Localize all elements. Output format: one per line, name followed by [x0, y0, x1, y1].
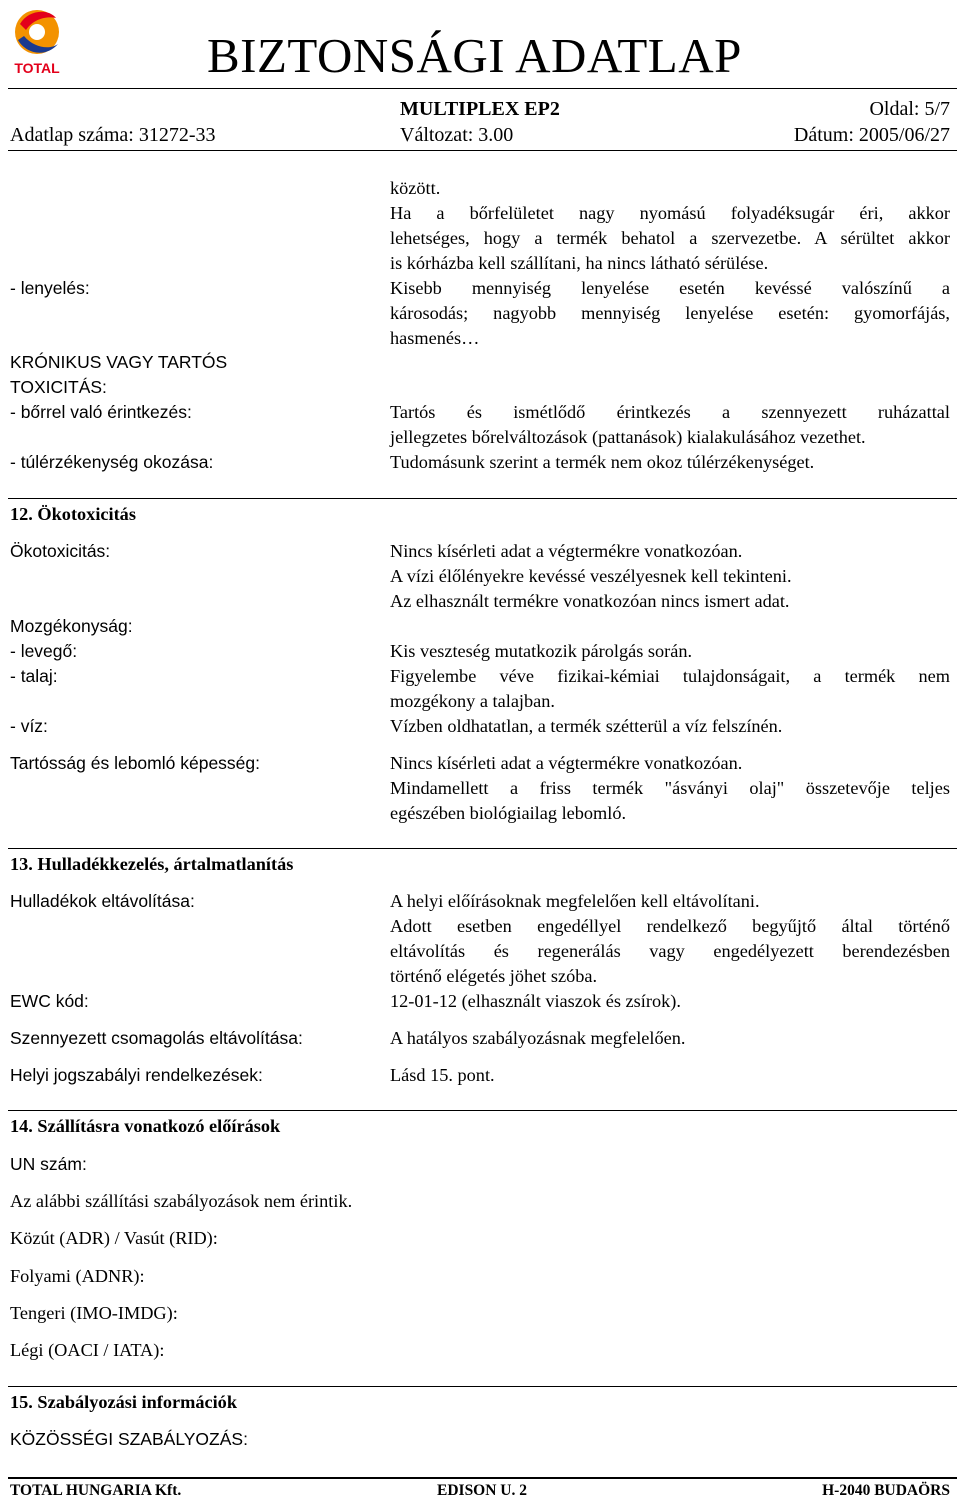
- air-transport-label: Légi (OACI / IATA):: [10, 1340, 165, 1360]
- air-label: - levegő:: [10, 641, 78, 661]
- transport-note: Az alábbi szállítási szabályozások nem érintik.: [10, 1191, 353, 1211]
- ewc-text: 12-01-12 (elhasznált viaszok és zsírok).: [390, 991, 681, 1011]
- section-15-divider: [8, 1386, 957, 1387]
- persistence-label: Tartósság és lebomló képesség:: [10, 753, 260, 773]
- chronic-label-2: TOXICITÁS:: [10, 377, 107, 397]
- section-13-title: 13. Hulladékkezelés, ártalmatlanítás: [10, 854, 294, 874]
- persistence-text: Nincs kísérleti adat a végtermékre vonatkozóan. Mindamellett a friss termék "ásványi olaj" összetevője teljes egészében biológiailag lebomló.: [390, 753, 950, 823]
- section-14-divider: [8, 1110, 957, 1111]
- water-label: - víz:: [10, 716, 48, 736]
- air-text: Kis veszteség mutatkozik párolgás során.: [390, 641, 693, 661]
- soil-text: Figyelembe véve fizikai-kémiai tulajdonságait, a termék nem mozgékony a talajban.: [390, 666, 950, 711]
- meta-divider: [8, 150, 957, 151]
- sheet-number: Adatlap száma: 31272-33: [10, 124, 216, 146]
- road-rail-label: Közút (ADR) / Vasút (RID):: [10, 1228, 218, 1248]
- ewc-label: EWC kód:: [10, 991, 89, 1011]
- sensitization-text: Tudomásunk szerint a termék nem okoz túlérzékenységet.: [390, 452, 815, 472]
- local-rules-text: Lásd 15. pont.: [390, 1065, 495, 1085]
- skin-label: - bőrrel való érintkezés:: [10, 402, 192, 422]
- ingestion-text: Kisebb mennyiség lenyelése esetén kevéssé valószínű a károsodás; nagyobb mennyiség lenyelése esetén: gyomorfájás, hasmenés…: [390, 278, 950, 348]
- mobility-label: Mozgékonyság:: [10, 616, 133, 636]
- page-number: Oldal: 5/7: [869, 98, 950, 120]
- total-logo: [8, 4, 66, 76]
- contact-continuation: között. Ha a bőrfelületet nagy nyomású folyadéksugár éri, akkor lehetséges, hogy a termék behatol a szervezetbe. A sérültet akkor is kórházba kell szállítani, ha nincs látható sérülése.: [390, 178, 950, 273]
- section-12-divider: [8, 498, 957, 499]
- chronic-label: KRÓNIKUS VAGY TARTÓS: [10, 352, 228, 372]
- eu-regulation-label: KÖZÖSSÉGI SZABÁLYOZÁS:: [10, 1429, 248, 1449]
- packaging-text: A hatályos szabályozásnak megfelelően.: [390, 1028, 686, 1048]
- waste-text: A helyi előírásoknak megfelelően kell eltávolítani. Adott esetben engedéllyel rendelkező begyűjtő által történő eltávolítás és regenerálás vagy engedélyezett berendezésben történő elégetés jöhet szóba.: [390, 891, 950, 986]
- footer-company: TOTAL HUNGARIA Kft.: [10, 1482, 182, 1499]
- footer-city: H-2040 BUDAÖRS: [822, 1482, 950, 1499]
- section-12-title: 12. Ökotoxicitás: [10, 504, 136, 524]
- sensitization-label: - túlérzékenység okozása:: [10, 452, 214, 472]
- un-number-label: UN szám:: [10, 1154, 87, 1174]
- section-15-title: 15. Szabályozási információk: [10, 1392, 237, 1412]
- ecotox-label: Ökotoxicitás:: [10, 541, 111, 561]
- section-13-divider: [8, 848, 957, 849]
- ecotox-text: Nincs kísérleti adat a végtermékre vonatkozóan. A vízi élőlényekre kevéssé veszélyesnek kell tekinteni. Az elhasznált termékre vonatkozóan nincs ismert adat.: [390, 541, 792, 611]
- local-rules-label: Helyi jogszabályi rendelkezések:: [10, 1065, 263, 1085]
- footer-address: EDISON U. 2: [437, 1482, 528, 1499]
- header-divider: [8, 88, 957, 89]
- ingestion-label: - lenyelés:: [10, 278, 90, 298]
- version: Változat: 3.00: [400, 124, 514, 146]
- document-title: BIZTONSÁGI ADATLAP: [207, 28, 742, 83]
- soil-label: - talaj:: [10, 666, 58, 686]
- waste-label: Hulladékok eltávolítása:: [10, 891, 195, 911]
- packaging-label: Szennyezett csomagolás eltávolítása:: [10, 1028, 303, 1048]
- skin-text: Tartós és ismétlődő érintkezés a szennyezett ruházattal jellegzetes bőrelváltozások (pattanások) kialakulásához vezethet.: [390, 402, 950, 447]
- sea-label: Tengeri (IMO-IMDG):: [10, 1303, 178, 1323]
- inland-waterway-label: Folyami (ADNR):: [10, 1266, 145, 1286]
- water-text: Vízben oldhatatlan, a termék szétterül a víz felszínén.: [390, 716, 783, 736]
- section-14-title: 14. Szállításra vonatkozó előírások: [10, 1116, 281, 1136]
- total-logo-text: TOTAL: [14, 60, 60, 76]
- footer-divider: [8, 1477, 957, 1479]
- product-name: MULTIPLEX EP2: [400, 98, 560, 120]
- date: Dátum: 2005/06/27: [793, 124, 950, 146]
